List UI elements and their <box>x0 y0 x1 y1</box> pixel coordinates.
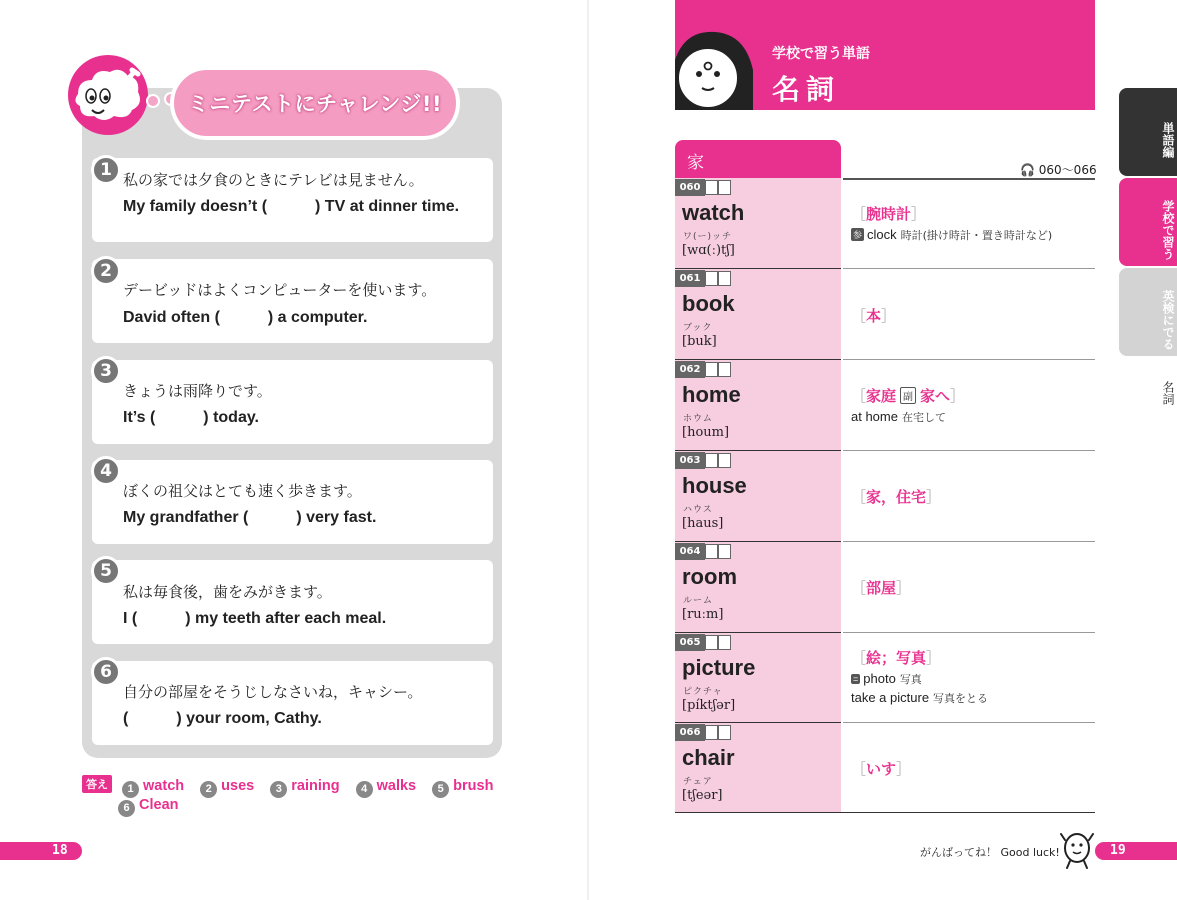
tab-nouns[interactable]: 名詞 <box>1161 381 1175 405</box>
word-note: at home 在宅して <box>851 409 946 424</box>
word-meaning: ［腕時計］ <box>851 205 927 223</box>
word-note: = photo 写真 <box>853 671 922 686</box>
checkbox[interactable] <box>718 271 731 286</box>
checkbox[interactable] <box>718 635 731 650</box>
word-meaning: ［いす］ <box>851 760 912 778</box>
checkbox[interactable] <box>718 544 731 559</box>
word-entry: book <box>682 291 735 316</box>
headphones-icon: 🎧 <box>1020 163 1035 177</box>
word-entry: watch <box>682 200 745 225</box>
tab-word-section[interactable]: 単語編 <box>1119 88 1177 176</box>
word-note: 参 clock 時計(掛け時計・置き時計など) <box>853 227 1053 242</box>
answer-item: 2 uses <box>200 778 254 794</box>
checkbox[interactable] <box>705 180 718 195</box>
answer-item: 1 watch <box>122 778 184 794</box>
row-divider <box>675 450 841 451</box>
question-card <box>92 360 493 444</box>
answer-label: 答え <box>82 775 112 793</box>
answer-item: 5 brush <box>432 778 493 794</box>
divider <box>843 178 1095 180</box>
word-kana: ブック <box>683 323 713 333</box>
question-card <box>92 560 493 644</box>
question-number: 1 <box>91 155 121 185</box>
checkbox[interactable] <box>718 453 731 468</box>
book-spine <box>587 0 589 900</box>
footer-bar <box>1095 842 1177 860</box>
word-meaning: ［本］ <box>851 307 897 325</box>
word-number: 065 <box>675 634 705 651</box>
question-number: 3 <box>91 356 121 386</box>
word-note: take a picture 写真をとる <box>851 690 989 705</box>
word-entry: picture <box>682 655 756 680</box>
question-english: ( ) your room, Cathy. <box>123 710 322 727</box>
question-card <box>92 661 493 745</box>
page-number-right: 19 <box>1110 843 1126 858</box>
word-kana: ハウス <box>683 505 713 515</box>
row-divider <box>843 541 1095 542</box>
question-english: I ( ) my teeth after each meal. <box>123 610 387 627</box>
row-divider <box>675 268 841 269</box>
word-kana: ワ(ー)ッチ <box>683 232 733 242</box>
tab-eiken-words[interactable]: 英検にでる <box>1119 268 1177 356</box>
word-number: 060 <box>675 179 705 196</box>
question-number: 4 <box>91 456 121 486</box>
word-ipa: [ruːm] <box>682 607 724 622</box>
question-card <box>92 460 493 544</box>
word-ipa: [píktʃər] <box>682 698 736 713</box>
checkbox[interactable] <box>718 180 731 195</box>
category-label: 家 <box>687 153 704 173</box>
row-divider <box>843 632 1095 633</box>
tab-school-words[interactable]: 学校で習う <box>1119 178 1177 266</box>
question-japanese: きょうは雨降りです。 <box>123 382 272 400</box>
word-number: 066 <box>675 724 705 741</box>
question-japanese: 私は毎食後，歯をみがきます。 <box>123 583 332 601</box>
question-english: It’s ( ) today. <box>123 409 260 426</box>
question-english: My grandfather ( ) very fast. <box>123 509 377 526</box>
round-face-mascot-icon <box>675 30 755 110</box>
checkbox[interactable] <box>705 453 718 468</box>
word-entry: house <box>682 473 747 498</box>
row-divider <box>675 632 841 633</box>
checkbox[interactable] <box>705 271 718 286</box>
word-meaning: ［絵；写真］ <box>851 649 942 667</box>
mini-mascot-icon <box>1060 830 1094 870</box>
row-divider <box>843 722 1095 723</box>
checkbox[interactable] <box>705 725 718 740</box>
checkbox[interactable] <box>718 725 731 740</box>
word-kana: チェア <box>683 777 713 787</box>
mini-test-title: ミニテストにチャレンジ!! <box>187 92 443 116</box>
word-entry: home <box>682 382 741 407</box>
checkbox[interactable] <box>718 362 731 377</box>
cloud-mascot-icon <box>64 54 152 136</box>
row-divider <box>675 541 841 542</box>
question-number: 2 <box>91 256 121 286</box>
section-title: 名詞 <box>772 73 841 106</box>
row-divider <box>675 812 1095 813</box>
word-meaning: ［部屋］ <box>851 579 912 597</box>
checkbox[interactable] <box>705 362 718 377</box>
word-number: 064 <box>675 543 705 560</box>
answer-item: 4 walks <box>356 778 417 794</box>
word-entry: room <box>682 564 737 589</box>
row-divider <box>675 722 841 723</box>
checkbox[interactable] <box>705 544 718 559</box>
mini-test-title-bubble <box>170 66 460 140</box>
word-meaning: ［家庭 副 家へ］ <box>851 387 966 405</box>
word-number: 063 <box>675 452 705 469</box>
page-number-left: 18 <box>52 843 68 858</box>
question-number: 5 <box>91 556 121 586</box>
word-kana: ホウム <box>683 414 713 424</box>
word-meaning: ［家，住宅］ <box>851 488 942 506</box>
word-kana: ルーム <box>683 596 714 606</box>
question-japanese: 自分の部屋をそうじしなさいね，キャシー。 <box>123 683 423 701</box>
row-divider <box>843 359 1095 360</box>
answer-item: 3 raining <box>270 778 339 794</box>
footer-message: がんばってね！ Good luck! <box>920 846 1060 859</box>
section-subtitle: 学校で習う単語 <box>772 46 870 62</box>
row-divider <box>675 359 841 360</box>
word-ipa: [buk] <box>682 334 717 349</box>
question-japanese: デービッドはよくコンピューターを使います。 <box>123 281 437 299</box>
question-english: My family doesn’t ( ) TV at dinner time. <box>123 198 460 215</box>
word-entry: chair <box>682 745 735 770</box>
answer-item: 6 Clean <box>118 797 179 813</box>
row-divider <box>843 268 1095 269</box>
audio-track[interactable]: 🎧 060〜066 <box>1020 163 1097 177</box>
word-number: 062 <box>675 361 705 378</box>
word-ipa: [wɑ(ː)tʃ] <box>682 243 735 258</box>
footer-bar <box>0 842 82 860</box>
question-card <box>92 259 493 343</box>
word-number: 061 <box>675 270 705 287</box>
word-kana: ピクチャ <box>683 687 723 697</box>
category-tab <box>675 140 841 178</box>
question-japanese: 私の家では夕食のときにテレビは見ません。 <box>123 171 424 189</box>
question-english: David often ( ) a computer. <box>123 309 368 326</box>
word-ipa: [houm] <box>682 425 730 440</box>
question-japanese: ぼくの祖父はとても速く歩きます。 <box>123 482 362 500</box>
word-ipa: [haus] <box>682 516 724 531</box>
row-divider <box>843 450 1095 451</box>
question-number: 6 <box>91 657 121 687</box>
word-ipa: [tʃeər] <box>682 788 723 803</box>
checkbox[interactable] <box>705 635 718 650</box>
